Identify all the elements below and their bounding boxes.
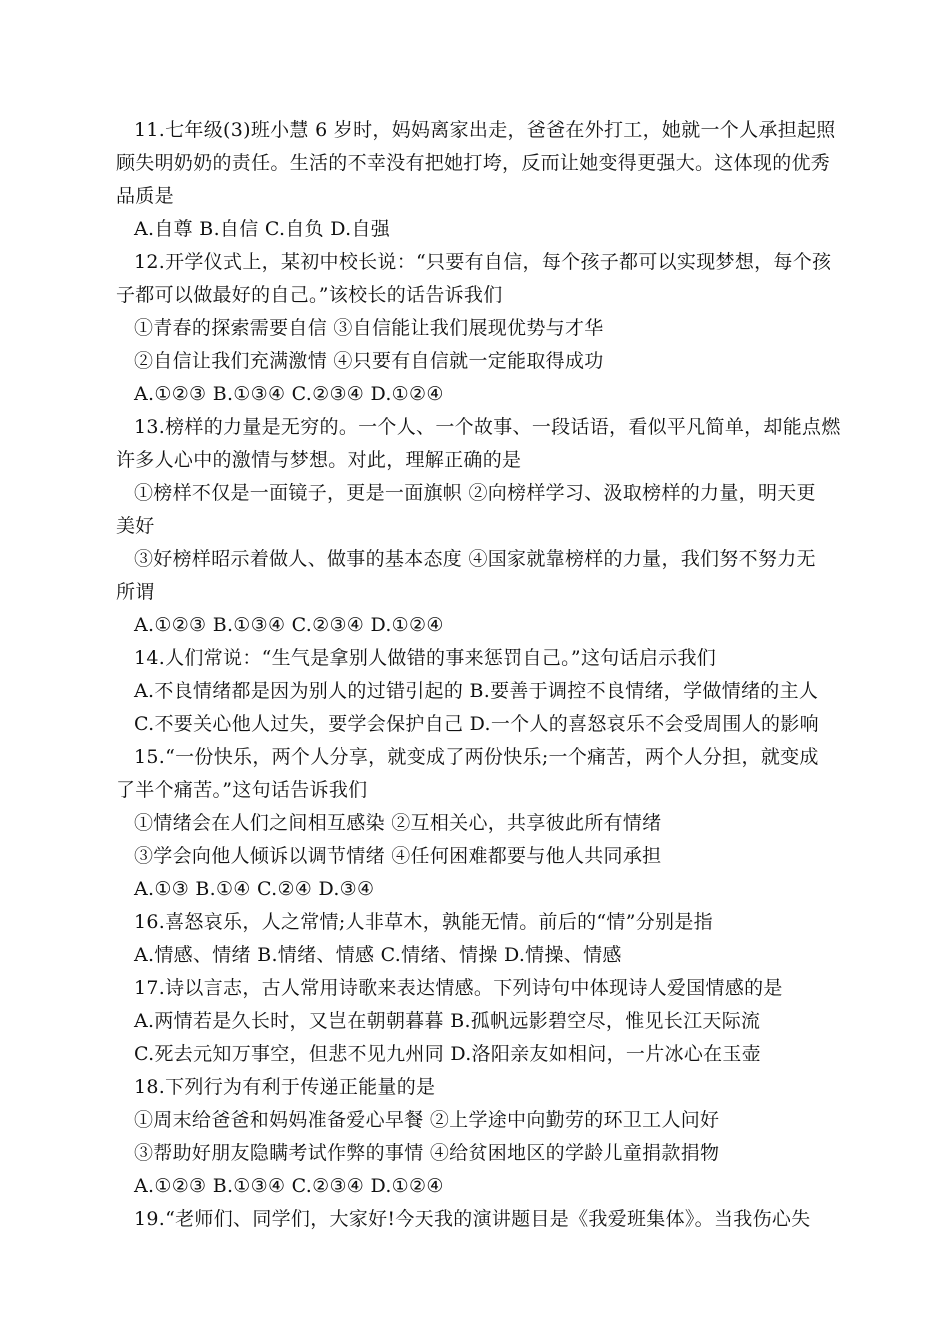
q16-options: A.情感、情绪 B.情绪、情感 C.情绪、情操 D.情操、情感: [134, 944, 622, 966]
q13-stem-line1: 13.榜样的力量是无穷的。一个人、一个故事、一段话语，看似平凡简单，却能点燃: [134, 416, 841, 438]
q15-stem-line1: 15.“一份快乐，两个人分享，就变成了两份快乐;一个痛苦，两个人分担，就变成: [134, 746, 819, 768]
q13-statements-3-4: ③好榜样昭示着做人、做事的基本态度 ④国家就靠榜样的力量，我们努不努力无: [134, 548, 816, 570]
q12-statements-2-4: ②自信让我们充满激情 ④只要有自信就一定能取得成功: [134, 350, 604, 372]
q11-stem-line1: 11.七年级(3)班小慧 6 岁时，妈妈离家出走，爸爸在外打工，她就一个人承担起照: [134, 119, 836, 141]
q11-options: A.自尊 B.自信 C.自负 D.自强: [134, 218, 391, 240]
q13-options: A.①②③ B.①③④ C.②③④ D.①②④: [134, 614, 444, 636]
q17-stem: 17.诗以言志，古人常用诗歌来表达情感。下列诗句中体现诗人爱国情感的是: [134, 977, 783, 999]
q15-statements-3-4: ③学会向他人倾诉以调节情绪 ④任何困难都要与他人共同承担: [134, 845, 662, 867]
q13-statements-1-2-cont: 美好: [116, 515, 155, 537]
q12-stem-line2: 子都可以做最好的自己。”该校长的话告诉我们: [116, 284, 503, 306]
q15-options: A.①③ B.①④ C.②④ D.③④: [134, 878, 375, 900]
q11-stem-line3: 品质是: [116, 185, 174, 207]
q16-stem: 16.喜怒哀乐，人之常情;人非草木，孰能无情。前后的“情”分别是指: [134, 911, 713, 933]
q18-options: A.①②③ B.①③④ C.②③④ D.①②④: [134, 1175, 444, 1197]
q13-statements-1-2: ①榜样不仅是一面镜子，更是一面旗帜 ②向榜样学习、汲取榜样的力量，明天更: [134, 482, 816, 504]
q17-options-cd: C.死去元知万事空，但悲不见九州同 D.洛阳亲友如相问，一片冰心在玉壶: [134, 1043, 762, 1065]
q13-stem-line2: 许多人心中的激情与梦想。对此，理解正确的是: [116, 449, 522, 471]
q14-stem: 14.人们常说：“生气是拿别人做错的事来惩罚自己。”这句话启示我们: [134, 647, 717, 669]
q14-options-cd: C.不要关心他人过失，要学会保护自己 D.一个人的喜怒哀乐不会受周围人的影响: [134, 713, 819, 735]
q14-options-ab: A.不良情绪都是因为别人的过错引起的 B.要善于调控不良情绪，学做情绪的主人: [134, 680, 819, 702]
q18-statements-3-4: ③帮助好朋友隐瞒考试作弊的事情 ④给贫困地区的学龄儿童捐款捐物: [134, 1142, 720, 1164]
q13-statements-3-4-cont: 所谓: [116, 581, 155, 603]
q18-statements-1-2: ①周末给爸爸和妈妈准备爱心早餐 ②上学途中向勤劳的环卫工人问好: [134, 1109, 720, 1131]
q17-options-ab: A.两情若是久长时，又岂在朝朝暮暮 B.孤帆远影碧空尽，惟见长江天际流: [134, 1010, 761, 1032]
q19-stem-line1: 19.“老师们、同学们，大家好!今天我的演讲题目是《我爱班集体》。当我伤心失: [134, 1208, 811, 1230]
q12-stem-line1: 12.开学仪式上，某初中校长说：“只要有自信，每个孩子都可以实现梦想，每个孩: [134, 251, 832, 273]
q11-stem-line2: 顾失明奶奶的责任。生活的不幸没有把她打垮，反而让她变得更强大。这体现的优秀: [116, 152, 831, 174]
q12-options: A.①②③ B.①③④ C.②③④ D.①②④: [134, 383, 444, 405]
q15-statements-1-2: ①情绪会在人们之间相互感染 ②互相关心，共享彼此所有情绪: [134, 812, 662, 834]
q12-statements-1-3: ①青春的探索需要自信 ③自信能让我们展现优势与才华: [134, 317, 604, 339]
q15-stem-line2: 了半个痛苦。”这句话告诉我们: [116, 779, 368, 801]
q18-stem: 18.下列行为有利于传递正能量的是: [134, 1076, 436, 1098]
